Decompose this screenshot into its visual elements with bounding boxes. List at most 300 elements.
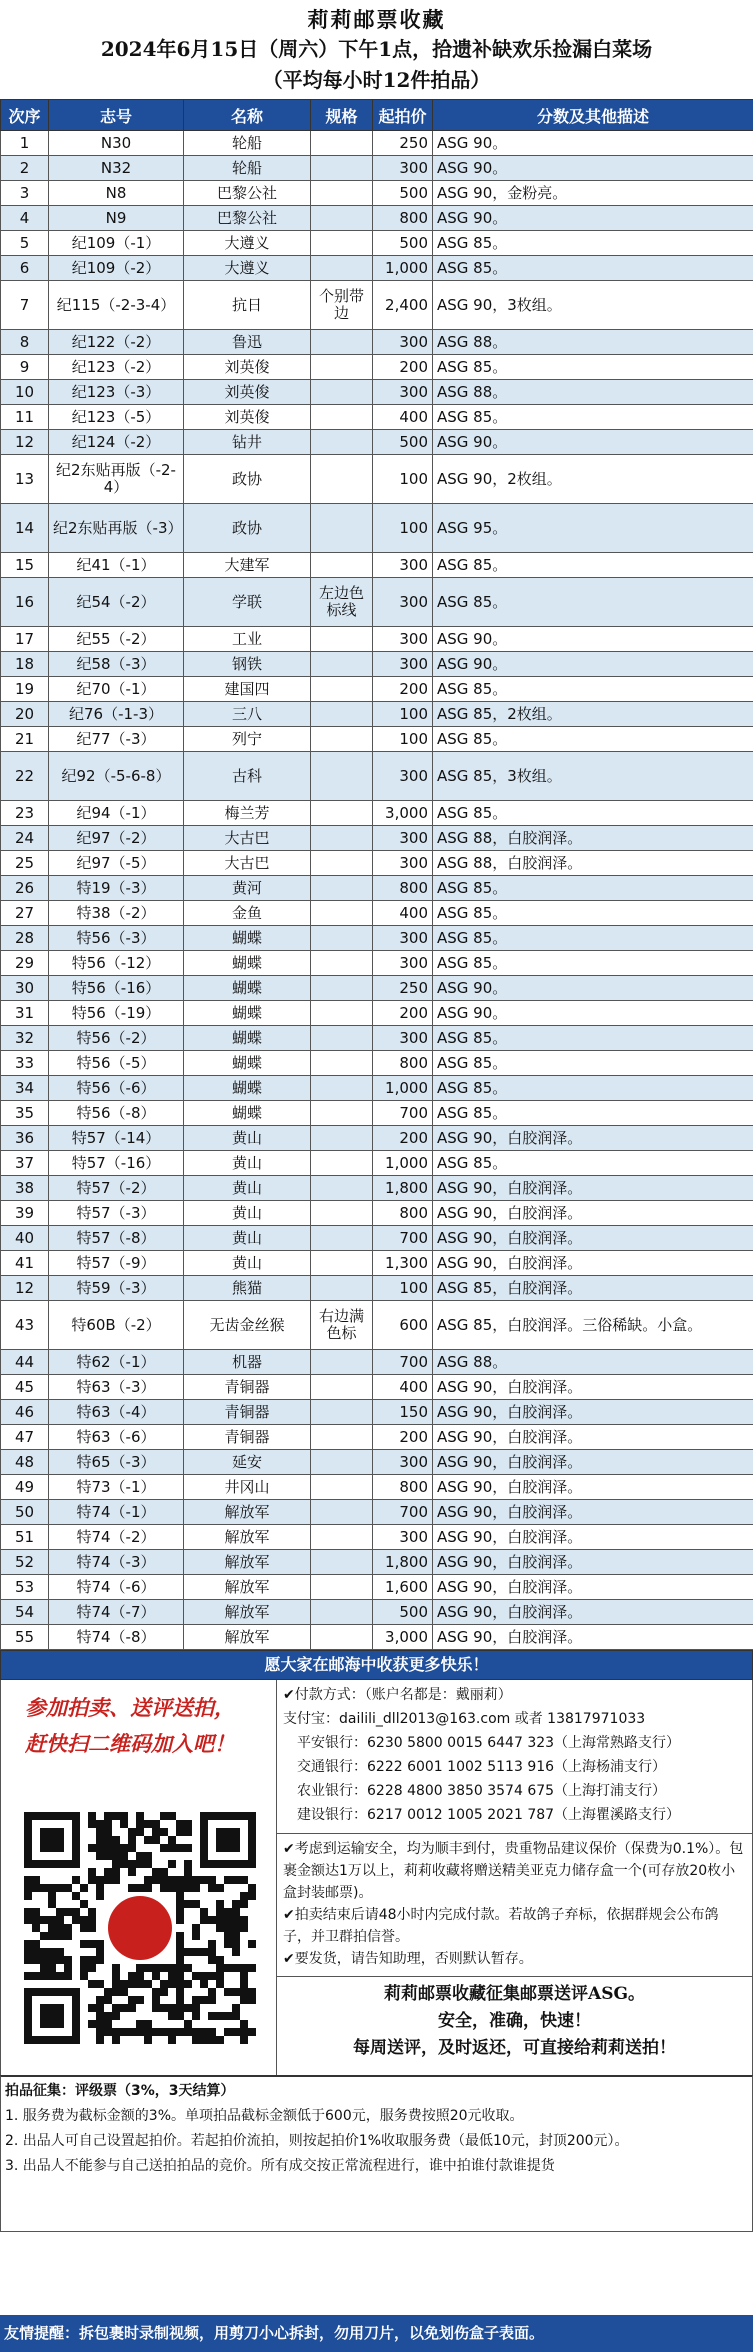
lot-name: 抗日	[184, 281, 311, 330]
lot-description: ASG 90，白胶润泽。	[433, 1176, 753, 1201]
lot-start-price: 3,000	[373, 1625, 433, 1650]
lot-code: 纪115（-2-3-4）	[49, 281, 184, 330]
lot-number: 15	[1, 553, 49, 578]
lot-spec	[311, 405, 373, 430]
lot-number: 33	[1, 1051, 49, 1076]
lot-start-price: 100	[373, 455, 433, 504]
lot-spec: 右边满色标	[311, 1301, 373, 1350]
lot-code: 特74（-8）	[49, 1625, 184, 1650]
lot-description: ASG 90，白胶润泽。	[433, 1500, 753, 1525]
lot-spec	[311, 652, 373, 677]
lot-spec	[311, 1575, 373, 1600]
lot-code: 特56（-19）	[49, 1001, 184, 1026]
lot-spec	[311, 1475, 373, 1500]
lot-start-price: 1,800	[373, 1550, 433, 1575]
lot-spec	[311, 851, 373, 876]
lot-start-price: 600	[373, 1301, 433, 1350]
lot-start-price: 250	[373, 976, 433, 1001]
lot-start-price: 300	[373, 826, 433, 851]
lot-number: 26	[1, 876, 49, 901]
lot-code: 纪123（-2）	[49, 355, 184, 380]
lot-number: 38	[1, 1176, 49, 1201]
lot-code: 纪2东贴再版（-3）	[49, 504, 184, 553]
lot-name: 工业	[184, 627, 311, 652]
lot-spec	[311, 1051, 373, 1076]
lot-table	[0, 99, 753, 1650]
payment-title: ✔付款方式：（账户名都是：戴丽莉）	[283, 1687, 512, 1703]
bank-line: 交通银行：6222 6001 1002 5113 916（上海杨浦支行）	[297, 1759, 667, 1775]
table-row	[1, 1525, 753, 1550]
lot-spec	[311, 951, 373, 976]
service-slogan	[283, 1981, 746, 2062]
lot-description: ASG 88。	[433, 380, 753, 405]
info-section	[0, 1680, 753, 2075]
lot-description: ASG 85。	[433, 1151, 753, 1176]
table-header-row	[1, 100, 753, 131]
lot-code: 纪94（-1）	[49, 801, 184, 826]
lot-number: 50	[1, 1500, 49, 1525]
lot-code: 纪109（-1）	[49, 231, 184, 256]
lot-spec	[311, 1201, 373, 1226]
table-row	[1, 951, 753, 976]
table-row	[1, 727, 753, 752]
lot-description: ASG 85。	[433, 1101, 753, 1126]
lot-start-price: 500	[373, 1600, 433, 1625]
lot-code: 纪77（-3）	[49, 727, 184, 752]
lot-name: 梅兰芳	[184, 801, 311, 826]
lot-name: 政协	[184, 504, 311, 553]
table-row	[1, 578, 753, 627]
rule-item: 3. 出品人不能参与自己送拍拍品的竞价。所有成交按正常流程进行，谁中拍谁付款谁提货	[5, 2158, 555, 2174]
lot-description: ASG 85。	[433, 405, 753, 430]
table-row	[1, 1201, 753, 1226]
lot-start-price: 300	[373, 926, 433, 951]
table-row	[1, 181, 753, 206]
lot-name: 机器	[184, 1350, 311, 1375]
lot-name: 解放军	[184, 1575, 311, 1600]
table-row	[1, 553, 753, 578]
auction-subtitle: 2024年6月15日（周六）下午1点，拾遗补缺欢乐捡漏白菜场	[100, 37, 653, 61]
lot-start-price: 300	[373, 951, 433, 976]
lot-start-price: 250	[373, 131, 433, 156]
table-row	[1, 1425, 753, 1450]
table-row	[1, 1026, 753, 1051]
lot-start-price: 700	[373, 1350, 433, 1375]
lot-number: 18	[1, 652, 49, 677]
lot-name: 解放军	[184, 1625, 311, 1650]
lot-name: 蝴蝶	[184, 1076, 311, 1101]
lot-description: ASG 90，白胶润泽。	[433, 1475, 753, 1500]
table-row	[1, 231, 753, 256]
lot-spec	[311, 504, 373, 553]
consignment-rules	[0, 2075, 753, 2232]
lot-start-price: 500	[373, 231, 433, 256]
lot-spec	[311, 256, 373, 281]
lot-start-price: 200	[373, 1126, 433, 1151]
lot-start-price: 300	[373, 330, 433, 355]
lot-start-price: 150	[373, 1400, 433, 1425]
lot-start-price: 100	[373, 702, 433, 727]
lot-description: ASG 85。	[433, 355, 753, 380]
table-row	[1, 206, 753, 231]
table-row	[1, 1450, 753, 1475]
lot-description: ASG 90，2枚组。	[433, 455, 753, 504]
lot-description: ASG 90。	[433, 206, 753, 231]
lot-name: 政协	[184, 455, 311, 504]
lot-number: 54	[1, 1600, 49, 1625]
lot-code: 特57（-16）	[49, 1151, 184, 1176]
table-row	[1, 1176, 753, 1201]
lot-name: 刘英俊	[184, 355, 311, 380]
lot-spec	[311, 131, 373, 156]
lot-description: ASG 90，金粉亮。	[433, 181, 753, 206]
table-row	[1, 1001, 753, 1026]
lot-code: 特57（-3）	[49, 1201, 184, 1226]
lot-spec	[311, 156, 373, 181]
lot-start-price: 500	[373, 181, 433, 206]
table-row	[1, 1101, 753, 1126]
lot-spec	[311, 330, 373, 355]
lot-number: 6	[1, 256, 49, 281]
lot-code: 纪58（-3）	[49, 652, 184, 677]
lot-spec	[311, 1276, 373, 1301]
lot-description: ASG 85。	[433, 578, 753, 627]
lot-code: 特57（-8）	[49, 1226, 184, 1251]
lot-spec	[311, 181, 373, 206]
table-row	[1, 256, 753, 281]
column-header: 分数及其他描述	[433, 100, 753, 131]
column-header: 规格	[311, 100, 373, 131]
lot-spec	[311, 231, 373, 256]
lot-code: 特56（-6）	[49, 1076, 184, 1101]
table-row	[1, 1625, 753, 1650]
lot-spec	[311, 702, 373, 727]
slogan-line: 安全，准确，快速！	[438, 2011, 591, 2031]
lot-number: 10	[1, 380, 49, 405]
lot-start-price: 300	[373, 578, 433, 627]
lot-description: ASG 90，白胶润泽。	[433, 1425, 753, 1450]
lot-spec	[311, 727, 373, 752]
lot-number: 48	[1, 1450, 49, 1475]
lot-spec	[311, 752, 373, 801]
lot-name: 熊猫	[184, 1276, 311, 1301]
lot-description: ASG 85。	[433, 901, 753, 926]
column-header: 次序	[1, 100, 49, 131]
lot-start-price: 200	[373, 355, 433, 380]
lot-number: 31	[1, 1001, 49, 1026]
lot-description: ASG 90，白胶润泽。	[433, 1400, 753, 1425]
lot-description: ASG 90，白胶润泽。	[433, 1375, 753, 1400]
lot-description: ASG 90，白胶润泽。	[433, 1600, 753, 1625]
lot-description: ASG 90。	[433, 652, 753, 677]
rules-title: 拍品征集：评级票（3%，3天结算）	[5, 2083, 235, 2099]
payment-info	[283, 1683, 746, 1827]
lot-code: 特62（-1）	[49, 1350, 184, 1375]
lot-name: 青铜器	[184, 1400, 311, 1425]
lot-spec	[311, 1001, 373, 1026]
lot-code: 纪92（-5-6-8）	[49, 752, 184, 801]
lot-description: ASG 90，3枚组。	[433, 281, 753, 330]
lot-name: 巴黎公社	[184, 181, 311, 206]
table-row	[1, 281, 753, 330]
lot-number: 35	[1, 1101, 49, 1126]
lot-number: 2	[1, 156, 49, 181]
footer-reminder: 友情提醒：拆包裹时录制视频，用剪刀小心拆封，勿用刀片，以免划伤盒子表面。	[0, 2315, 753, 2352]
lot-name: 建国四	[184, 677, 311, 702]
table-row	[1, 1151, 753, 1176]
lot-start-price: 800	[373, 1475, 433, 1500]
lot-start-price: 500	[373, 430, 433, 455]
lot-spec	[311, 553, 373, 578]
lot-spec	[311, 1101, 373, 1126]
payment-panel	[277, 1680, 752, 2075]
lot-number: 3	[1, 181, 49, 206]
lot-code: 特60B（-2）	[49, 1301, 184, 1350]
lot-spec	[311, 1176, 373, 1201]
lot-description: ASG 85，3枚组。	[433, 752, 753, 801]
lot-description: ASG 85。	[433, 256, 753, 281]
lot-code: N32	[49, 156, 184, 181]
lot-name: 大古巴	[184, 851, 311, 876]
lot-code: 特63（-3）	[49, 1375, 184, 1400]
bank-line: 农业银行：6228 4800 3850 3574 675（上海打浦支行）	[297, 1783, 667, 1799]
lot-code: 纪109（-2）	[49, 256, 184, 281]
lot-name: 延安	[184, 1450, 311, 1475]
lot-number: 20	[1, 702, 49, 727]
lot-code: 纪123（-5）	[49, 405, 184, 430]
lot-code: 纪55（-2）	[49, 627, 184, 652]
lot-name: 刘英俊	[184, 380, 311, 405]
table-row	[1, 826, 753, 851]
lot-number: 23	[1, 801, 49, 826]
lot-name: 蝴蝶	[184, 926, 311, 951]
lot-spec	[311, 1500, 373, 1525]
lot-code: 特57（-2）	[49, 1176, 184, 1201]
qr-code-image	[16, 1798, 264, 2058]
lot-code: 特38（-2）	[49, 901, 184, 926]
lot-number: 25	[1, 851, 49, 876]
lot-code: 特63（-6）	[49, 1425, 184, 1450]
lot-number: 28	[1, 926, 49, 951]
lot-start-price: 1,600	[373, 1575, 433, 1600]
lot-number: 37	[1, 1151, 49, 1176]
greeting-banner: 愿大家在邮海中收获更多快乐！	[0, 1650, 753, 1680]
lot-start-price: 300	[373, 1026, 433, 1051]
lot-code: 特74（-6）	[49, 1575, 184, 1600]
lot-start-price: 300	[373, 1450, 433, 1475]
lot-code: 特74（-2）	[49, 1525, 184, 1550]
lot-description: ASG 85，白胶润泽。三俗稀缺。小盒。	[433, 1301, 753, 1350]
page-title: 莉莉邮票收藏	[307, 7, 446, 32]
lot-spec	[311, 380, 373, 405]
table-row	[1, 1400, 753, 1425]
table-row	[1, 1301, 753, 1350]
lot-start-price: 1,000	[373, 1076, 433, 1101]
lot-start-price: 300	[373, 851, 433, 876]
table-row	[1, 430, 753, 455]
lot-description: ASG 85。	[433, 231, 753, 256]
lot-start-price: 200	[373, 677, 433, 702]
table-row	[1, 1076, 753, 1101]
lot-name: 蝴蝶	[184, 976, 311, 1001]
lot-spec	[311, 355, 373, 380]
lot-number: 46	[1, 1400, 49, 1425]
lot-start-price: 800	[373, 206, 433, 231]
lot-start-price: 300	[373, 627, 433, 652]
lot-number: 41	[1, 1251, 49, 1276]
lot-start-price: 800	[373, 876, 433, 901]
lot-name: 轮船	[184, 156, 311, 181]
lot-number: 49	[1, 1475, 49, 1500]
lot-start-price: 300	[373, 752, 433, 801]
lot-code: 纪124（-2）	[49, 430, 184, 455]
lot-name: 刘英俊	[184, 405, 311, 430]
lot-spec	[311, 1076, 373, 1101]
lot-name: 蝴蝶	[184, 1026, 311, 1051]
table-row	[1, 1276, 753, 1301]
promo-panel	[1, 1680, 277, 2075]
lot-number: 14	[1, 504, 49, 553]
table-row	[1, 131, 753, 156]
lot-description: ASG 88。	[433, 330, 753, 355]
table-row	[1, 1251, 753, 1276]
lot-description: ASG 95。	[433, 504, 753, 553]
lot-spec	[311, 1525, 373, 1550]
lot-number: 34	[1, 1076, 49, 1101]
lot-description: ASG 88，白胶润泽。	[433, 826, 753, 851]
lot-number: 53	[1, 1575, 49, 1600]
slogan-line: 莉莉邮票收藏征集邮票送评ASG。	[384, 1984, 645, 2004]
lot-description: ASG 85。	[433, 677, 753, 702]
divider	[277, 1976, 752, 1977]
lot-code: 特59（-3）	[49, 1276, 184, 1301]
lot-description: ASG 85。	[433, 553, 753, 578]
lot-code: 特73（-1）	[49, 1475, 184, 1500]
table-row	[1, 851, 753, 876]
lot-description: ASG 85。	[433, 926, 753, 951]
table-row	[1, 976, 753, 1001]
lot-start-price: 300	[373, 652, 433, 677]
lot-name: 轮船	[184, 131, 311, 156]
lot-table-body	[1, 131, 753, 1650]
table-row	[1, 1575, 753, 1600]
table-row	[1, 1375, 753, 1400]
lot-spec	[311, 926, 373, 951]
table-row	[1, 652, 753, 677]
lot-name: 钻井	[184, 430, 311, 455]
lot-name: 解放军	[184, 1525, 311, 1550]
lot-number: 51	[1, 1525, 49, 1550]
lot-start-price: 700	[373, 1226, 433, 1251]
lot-description: ASG 85。	[433, 727, 753, 752]
lot-spec	[311, 1600, 373, 1625]
lot-start-price: 700	[373, 1101, 433, 1126]
lot-code: 纪122（-2）	[49, 330, 184, 355]
lot-description: ASG 90，白胶润泽。	[433, 1450, 753, 1475]
lot-number: 30	[1, 976, 49, 1001]
alipay-line: 支付宝：dailili_dll2013@163.com 或者 13817971033	[283, 1711, 646, 1727]
table-row	[1, 702, 753, 727]
lot-description: ASG 90。	[433, 156, 753, 181]
lot-name: 大遵义	[184, 256, 311, 281]
divider	[277, 1833, 752, 1834]
lot-spec	[311, 1251, 373, 1276]
lot-spec	[311, 1126, 373, 1151]
table-row	[1, 876, 753, 901]
lot-number: 43	[1, 1301, 49, 1350]
lot-name: 黄山	[184, 1126, 311, 1151]
lot-name: 黄山	[184, 1226, 311, 1251]
table-row	[1, 1126, 753, 1151]
lot-start-price: 300	[373, 380, 433, 405]
lot-spec	[311, 1350, 373, 1375]
lot-name: 金鱼	[184, 901, 311, 926]
lot-code: 纪123（-3）	[49, 380, 184, 405]
lot-name: 鲁迅	[184, 330, 311, 355]
lot-name: 黄山	[184, 1251, 311, 1276]
lot-description: ASG 90，白胶润泽。	[433, 1126, 753, 1151]
lot-spec	[311, 1375, 373, 1400]
lot-description: ASG 85，2枚组。	[433, 702, 753, 727]
lot-number: 45	[1, 1375, 49, 1400]
lot-spec	[311, 1151, 373, 1176]
table-row	[1, 1500, 753, 1525]
lot-name: 无齿金丝猴	[184, 1301, 311, 1350]
lot-code: 特74（-3）	[49, 1550, 184, 1575]
lot-number: 52	[1, 1550, 49, 1575]
lot-code: 特56（-8）	[49, 1101, 184, 1126]
lot-number: 47	[1, 1425, 49, 1450]
lot-number: 22	[1, 752, 49, 801]
lot-description: ASG 90，白胶润泽。	[433, 1251, 753, 1276]
lot-code: 纪70（-1）	[49, 677, 184, 702]
lot-start-price: 1,300	[373, 1251, 433, 1276]
shipping-request-note: ✔要发货，请告知助理，否则默认暂存。	[283, 1951, 533, 1967]
lot-description: ASG 85。	[433, 876, 753, 901]
lot-number: 40	[1, 1226, 49, 1251]
lot-code: 特56（-16）	[49, 976, 184, 1001]
lot-description: ASG 85。	[433, 801, 753, 826]
lot-spec	[311, 430, 373, 455]
lot-code: 特57（-14）	[49, 1126, 184, 1151]
lot-name: 解放军	[184, 1550, 311, 1575]
lot-description: ASG 90。	[433, 430, 753, 455]
table-row	[1, 901, 753, 926]
bank-line: 平安银行：6230 5800 0015 6447 323（上海常熟路支行）	[297, 1735, 681, 1751]
lot-spec	[311, 1226, 373, 1251]
lot-code: 纪97（-2）	[49, 826, 184, 851]
lot-number: 12	[1, 430, 49, 455]
lot-spec	[311, 901, 373, 926]
lot-number: 29	[1, 951, 49, 976]
lot-number: 24	[1, 826, 49, 851]
table-row	[1, 926, 753, 951]
lot-spec	[311, 801, 373, 826]
lot-name: 黄山	[184, 1176, 311, 1201]
lot-name: 学联	[184, 578, 311, 627]
lot-code: 特57（-9）	[49, 1251, 184, 1276]
table-row	[1, 355, 753, 380]
shipping-note: ✔考虑到运输安全，均为顺丰到付，贵重物品建议保价（保费为0.1%）。包裹金额达1万以上，莉莉收藏将赠送精美亚克力储存盒一个(可存放20枚小盒封装邮票)。	[283, 1841, 744, 1901]
lot-spec	[311, 1550, 373, 1575]
lot-number: 7	[1, 281, 49, 330]
lot-spec	[311, 206, 373, 231]
lot-number: 32	[1, 1026, 49, 1051]
lot-start-price: 3,000	[373, 801, 433, 826]
lot-name: 青铜器	[184, 1425, 311, 1450]
lot-start-price: 400	[373, 405, 433, 430]
lot-number: 36	[1, 1126, 49, 1151]
